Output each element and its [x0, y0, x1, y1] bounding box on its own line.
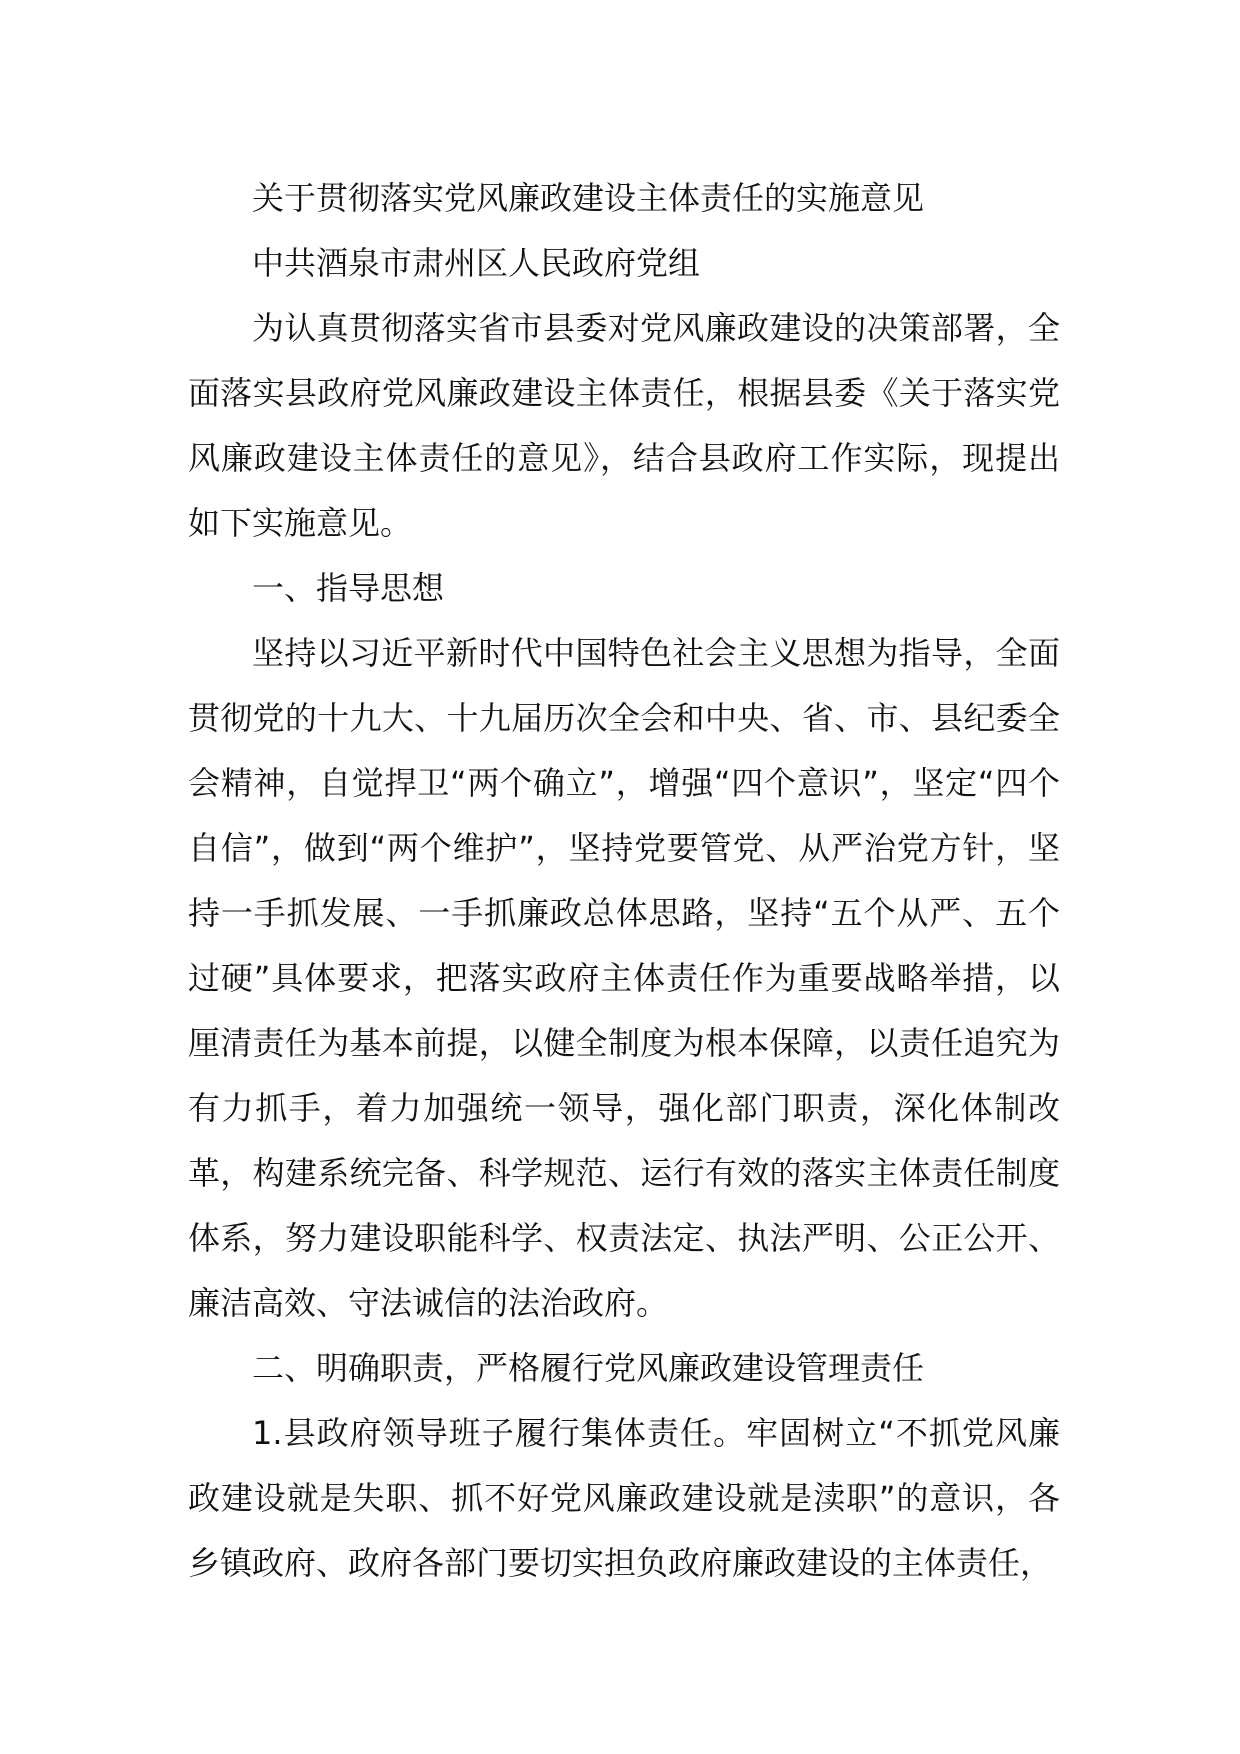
intro-paragraph: 为认真贯彻落实省市县委对党风廉政建设的决策部署，全面落实县政府党风廉政建设主体责任，根据县委《关于落实党风廉政建设主体责任的意见》，结合县政府工作实际，现提出如下实施意见。	[188, 309, 1060, 542]
section-2-heading: 二、明确职责，严格履行党风廉政建设管理责任	[252, 1349, 925, 1387]
document-title: 关于贯彻落实党风廉政建设主体责任的实施意见	[252, 179, 925, 217]
section-1-heading: 一、指导思想	[252, 569, 445, 607]
document-issuer: 中共酒泉市肃州区人民政府党组	[252, 244, 701, 282]
section-2-item-1-paragraph: 1.县政府领导班子履行集体责任。牢固树立“不抓党风廉政建设就是失职、抓不好党风廉政建设就是渎职”的意识，各乡镇政府、政府各部门要切实担负政府廉政建设的主体责任，	[188, 1414, 1060, 1582]
document-page	[188, 166, 1060, 1596]
section-1-paragraph: 坚持以习近平新时代中国特色社会主义思想为指导，全面贯彻党的十九大、十九届历次全会和中央、省、市、县纪委全会精神，自觉捍卫“两个确立”，增强“四个意识”，坚定“四个自信”，做到“两个维护”，坚持党要管党、从严治党方针，坚持一手抓发展、一手抓廉政总体思路，坚持“五个从严、五个过硬”具体要求，把落实政府主体责任作为重要战略举措，以厘清责任为基本前提，以健全制度为根本保障，以责任追究为有力抓手，着力加强统一领导，强化部门职责，深化体制改革，构建系统完备、科学规范、运行有效的落实主体责任制度体系，努力建设职能科学、权责法定、执法严明、公正公开、廉洁高效、守法诚信的法治政府。	[188, 634, 1060, 1322]
